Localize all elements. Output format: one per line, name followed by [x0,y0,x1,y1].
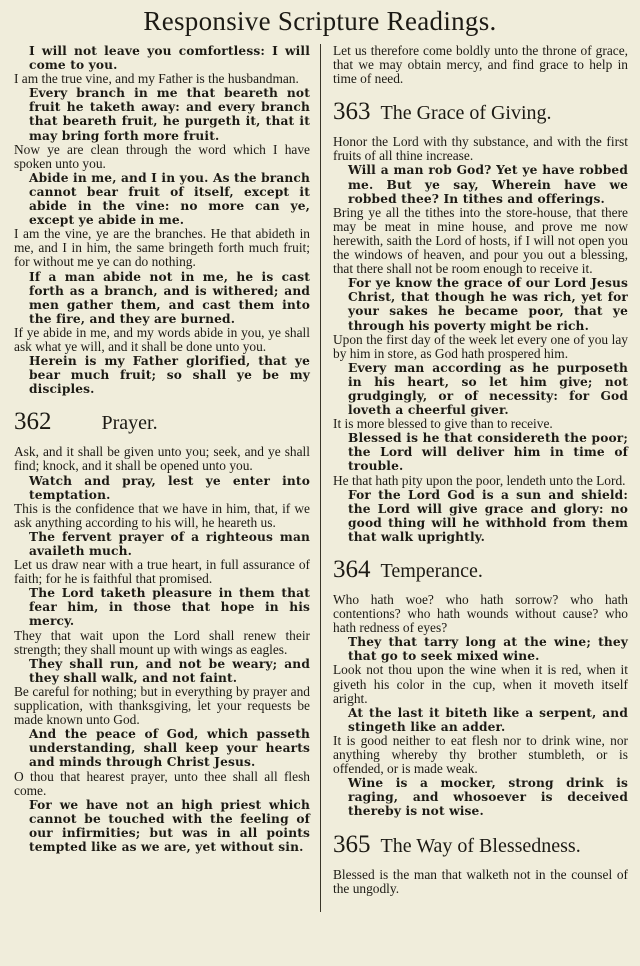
response-verse: They that tarry long at the wine; they that go to seek mixed wine. [348,635,628,664]
response-verse: Will a man rob God? Yet ye have robbed me. But ye say, Wherein have we robbed thee? In tithes and offerings. [348,163,628,206]
leader-verse: Ask, and it shall be given unto you; seek, and ye shall find; knock, and it shall be opened unto you. [14,444,310,474]
response-verse: If a man abide not in me, he is cast forth as a branch, and is withered; and men gather them, and cast them into the fire, and they are burned. [29,269,310,326]
leader-verse: It is good neither to eat flesh nor to drink wine, nor anything whereby thy brother stumbleth, or is offended, or is made weak. [333,732,628,777]
leader-verse: Bring ye all the tithes into the store-house, that there may be meat in mine house, and prove me now herewith, saith the Lord of hosts, if I will not open you the windows of heaven, and pour you out a blessing, that there shall not be room enough to receive it. [333,204,628,277]
section-heading [333,831,628,860]
response-verse: Watch and pray, lest ye enter into temptation. [29,473,310,502]
response-verse: For the Lord God is a sun and shield: the Lord will give grace and glory: no good thing will he withhold from them that walk uprightly. [348,487,628,544]
leader-verse: Blessed is the man that walketh not in the counsel of the ungodly. [333,866,628,896]
leader-verse: Let us draw near with a true heart, in full assurance of faith; for he is faithful that promised. [14,557,310,587]
leader-verse: It is more blessed to give than to receive. [333,416,553,432]
section-title: Prayer. [101,412,158,435]
response-verse: Herein is my Father glorified, that ye bear much fruit; so shall ye be my disciples. [29,354,310,397]
leader-verse: Let us therefore come boldly unto the throne of grace, that we may obtain mercy, and find grace to help in time of need. [333,43,628,87]
response-verse: Wine is a mocker, strong drink is raging, and whosoever is deceived thereby is not wise. [348,776,628,819]
leader-verse: Now ye are clean through the word which I have spoken unto you. [14,141,310,171]
section-number: 365 [333,830,371,858]
column-divider [320,44,321,912]
leader-verse: If ye abide in me, and my words abide in you, ye shall ask what ye will, and it shall be done unto you. [14,324,310,354]
page-title: Responsive Scripture Readings. [143,6,497,36]
response-verse: And the peace of God, which passeth understanding, shall keep your hearts and minds through Christ Jesus. [29,727,310,770]
response-verse: The fervent prayer of a righteous man availeth much. [29,529,310,558]
response-verse: Blessed is he that considereth the poor; the Lord will deliver him in time of trouble. [348,431,628,474]
response-verse: For we have not an high priest which cannot be touched with the feeling of our infirmities; but was in all points tempted like as we are, yet without sin. [29,797,310,854]
response-verse: For ye know the grace of our Lord Jesus Christ, that though he was rich, yet for your sakes he became poor, that ye through his poverty might be rich. [348,276,628,333]
leader-verse: Who hath woe? who hath sorrow? who hath contentions? who hath wounds without cause? who hath redness of eyes? [333,592,628,636]
response-verse: I will not leave you comfortless: I will come to you. [29,44,310,73]
leader-verse: I am the true vine, and my Father is the husbandman. [14,71,299,87]
section-heading [14,408,310,437]
response-verse: Every branch in me that beareth not fruit he taketh away: and every branch that beareth fruit, he purgeth it, that it may bring forth more fruit. [29,86,310,143]
section-title: Temperance. [380,560,483,582]
section-title: The Way of Blessedness. [380,834,581,857]
leader-verse: O thou that hearest prayer, unto thee shall all flesh come. [14,768,310,798]
section-number: 362 [14,408,52,436]
leader-verse: They that wait upon the Lord shall renew their strength; they shall mount up with wings as eagles. [14,627,310,657]
leader-verse: Upon the first day of the week let every one of you lay by him in store, as God hath prospered him. [333,331,628,361]
leader-verse: Honor the Lord with thy substance, and with the first fruits of all thine increase. [333,134,628,164]
section-heading [333,556,628,585]
right-column [333,44,628,896]
section-number: 364 [333,556,371,583]
left-column [14,44,310,854]
leader-verse: Look not thou upon the wine when it is red, when it giveth his color in the cup, when it moveth itself aright. [333,662,628,706]
response-verse: Abide in me, and I in you. As the branch cannot bear fruit of itself, except it abide in the vine: no more can ye, except ye abide in me. [29,170,310,228]
section-title: The Grace of Giving. [380,102,552,125]
leader-verse: He that hath pity upon the poor, lendeth unto the Lord. [333,472,626,488]
leader-verse: Be careful for nothing; but in everything by prayer and supplication, with thanksgiving, let your requests be made known unto God. [14,683,310,728]
response-verse: At the last it biteth like a serpent, and stingeth like an adder. [348,705,628,734]
response-verse: Every man according as he purposeth in his heart, so let him give; not grudgingly, or of necessity: for God loveth a cheerful giver. [348,360,628,418]
leader-verse: This is the confidence that we have in him, that, if we ask anything according to his will, he heareth us. [14,500,310,530]
section-number: 363 [333,98,371,126]
section-heading [333,98,628,127]
response-verse: They shall run, and not be weary; and they shall walk, and not faint. [29,656,310,685]
leader-verse: I am the vine, ye are the branches. He that abideth in me, and I in him, the same bringeth forth much fruit; for without me ye can do nothing. [14,226,310,270]
response-verse: The Lord taketh pleasure in them that fear him, in those that hope in his mercy. [29,586,310,629]
